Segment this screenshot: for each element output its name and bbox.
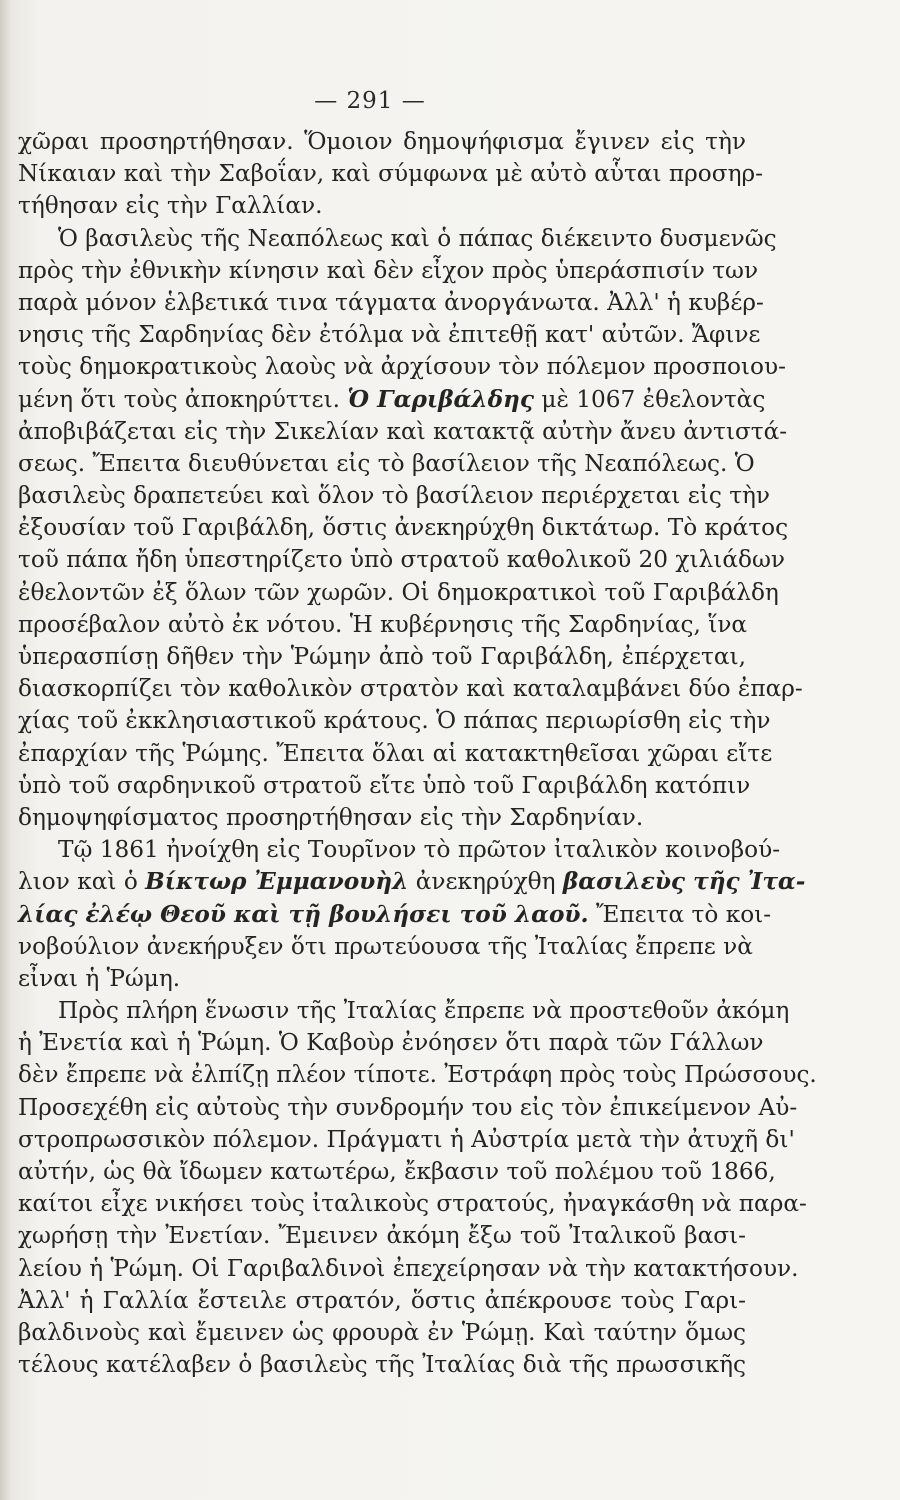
emphasis-text: λίας ἐλέῳ Θεοῦ καὶ τῇ βουλήσει τοῦ λαοῦ.: [18, 900, 589, 928]
text-line: ἐπαρχίαν τῆς Ῥώμης. Ἔπειτα ὅλαι αἱ κατακτηθεῖσαι χῶραι εἴτε: [18, 739, 773, 767]
emphasis-text: Βίκτωρ Ἐμμανουὴλ: [145, 868, 409, 896]
text-line: παρὰ μόνον ἑλβετικά τινα τάγματα ἀνοργάνωτα. Ἀλλ' ἡ κυβέρ-: [18, 288, 764, 316]
emphasis-text: βασιλεὺς τῆς Ἰτα-: [562, 868, 806, 896]
text-line: Τῷ 1861 ἠνοίχθη εἰς Τουρῖνον τὸ πρῶτον ἰταλικὸν κοινοβού-: [58, 836, 781, 864]
text-line: διασκορπίζει τὸν καθολικὸν στρατὸν καὶ καταλαμβάνει δύο ἐπαρ-: [18, 675, 803, 703]
text-line: δὲν ἔπρεπε νὰ ἐλπίζῃ πλέον τίποτε. Ἐστράφη πρὸς τοὺς Πρώσσους.: [18, 1061, 817, 1089]
book-spine-shadow: [0, 0, 12, 1500]
text-line: ἀποβιβάζεται εἰς τὴν Σικελίαν καὶ κατακτᾷ αὐτὴν ἄνευ ἀντιστά-: [18, 417, 788, 445]
text-line: ἐθελοντῶν ἐξ ὅλων τῶν χωρῶν. Οἱ δημοκρατικοὶ τοῦ Γαριβάλδη: [18, 578, 779, 606]
text-line: λιον καὶ ὁ Βίκτωρ Ἐμμανουὴλ ἀνεκηρύχθη βασιλεὺς τῆς Ἰτα-: [18, 868, 806, 896]
emphasis-text: Ὁ Γαριβάλδης: [347, 385, 535, 413]
text-line: Ὁ βασιλεὺς τῆς Νεαπόλεως καὶ ὁ πάπας διέκειντο δυσμενῶς: [58, 224, 777, 252]
text-line: χίας τοῦ ἐκκλησιαστικοῦ κράτους. Ὁ πάπας περιωρίσθη εἰς τὴν: [18, 707, 771, 735]
text-line: Νίκαιαν καὶ τὴν Σαβοΐαν, καὶ σύμφωνα μὲ αὐτὸ αὗται προσηρ-: [18, 160, 763, 188]
text-line: καίτοι εἶχε νικήσει τοὺς ἰταλικοὺς στρατούς, ἠναγκάσθη νὰ παρα-: [18, 1190, 807, 1218]
text-line: τήθησαν εἰς τὴν Γαλλίαν.: [18, 192, 323, 220]
text-line: βασιλεὺς δραπετεύει καὶ ὅλον τὸ βασίλειον περιέρχεται εἰς τὴν: [18, 482, 771, 510]
text-line: αὐτήν, ὡς θὰ ἴδωμεν κατωτέρω, ἔκβασιν τοῦ πολέμου τοῦ 1866,: [18, 1158, 776, 1185]
text-line: εἶναι ἡ Ῥώμη.: [18, 964, 181, 992]
text-line: ἐξουσίαν τοῦ Γαριβάλδη, ὅστις ἀνεκηρύχθη δικτάτωρ. Τὸ κράτος: [18, 514, 789, 542]
text-line: τοῦ πάπα ἤδη ὑπεστηρίζετο ὑπὸ στρατοῦ καθολικοῦ 20 χιλιάδων: [18, 546, 785, 574]
text-line: χῶραι προσηρτήθησαν. Ὅμοιον δημοψήφισμα ἔγινεν εἰς τὴν: [18, 128, 746, 155]
text-line: λίας ἐλέῳ Θεοῦ καὶ τῇ βουλήσει τοῦ λαοῦ. Ἔπειτα τὸ κοι-: [18, 900, 772, 928]
text-line: στροπρωσσικὸν πόλεμον. Πράγματι ἡ Αὐστρία μετὰ τὴν ἀτυχῆ δι': [18, 1125, 795, 1153]
text-line: Ἀλλ' ἡ Γαλλία ἔστειλε στρατόν, ὅστις ἀπέκρουσε τοὺς Γαρι-: [18, 1286, 746, 1314]
text-line: τέλους κατέλαβεν ὁ βασιλεὺς τῆς Ἰταλίας διὰ τῆς πρωσσικῆς: [18, 1351, 746, 1379]
text-line: πρὸς τὴν ἐθνικὴν κίνησιν καὶ δὲν εἶχον πρὸς ὑπεράσπισίν των: [18, 256, 759, 284]
text-line: προσέβαλον αὐτὸ ἐκ νότου. Ἡ κυβέρνησις τῆς Σαρδηνίας, ἵνα: [18, 610, 748, 638]
text-line: ἡ Ἐνετία καὶ ἡ Ῥώμη. Ὁ Καβοὺρ ἐνόησεν ὅτι παρὰ τῶν Γάλλων: [18, 1029, 764, 1057]
text-line: ὑπὸ τοῦ σαρδηνικοῦ στρατοῦ εἴτε ὑπὸ τοῦ Γαριβάλδη κατόπιν: [18, 771, 751, 799]
text-line: χωρήσῃ τὴν Ἐνετίαν. Ἔμεινεν ἀκόμη ἔξω τοῦ Ἰταλικοῦ βασι-: [18, 1222, 746, 1250]
text-line: δημοψηφίσματος προσηρτήθησαν εἰς τὴν Σαρδηνίαν.: [18, 803, 644, 831]
text-line: Προσεχέθη εἰς αὐτοὺς τὴν συνδρομήν του εἰς τὸν ἐπικείμενον Αὐ-: [18, 1093, 798, 1121]
text-line: ὑπερασπίσῃ δῆθεν τὴν Ῥώμην ἀπὸ τοῦ Γαριβάλδη, ἐπέρχεται,: [18, 643, 746, 670]
text-line: μένη ὅτι τοὺς ἀποκηρύττει. Ὁ Γαριβάλδης μὲ 1067 ἐθελοντὰς: [18, 385, 766, 413]
text-line: νοβούλιον ἀνεκήρυξεν ὅτι πρωτεύουσα τῆς Ἰταλίας ἔπρεπε νὰ: [18, 932, 753, 960]
text-line: βαλδινοὺς καὶ ἔμεινεν ὡς φρουρὰ ἐν Ῥώμῃ. Καὶ ταύτην ὅμως: [18, 1318, 746, 1346]
body-text: [18, 126, 817, 1486]
text-line: νησις τῆς Σαρδηνίας δὲν ἐτόλμα νὰ ἐπιτεθῇ κατ' αὐτῶν. Ἄφινε: [18, 321, 761, 349]
page-number: — 291 —: [314, 88, 426, 114]
text-line: Πρὸς πλήρη ἕνωσιν τῆς Ἰταλίας ἔπρεπε νὰ προστεθοῦν ἀκόμη: [58, 997, 790, 1025]
text-line: τοὺς δημοκρατικοὺς λαοὺς νὰ ἀρχίσουν τὸν πόλεμον προσποιου-: [18, 353, 786, 381]
text-line: σεως. Ἔπειτα διευθύνεται εἰς τὸ βασίλειον τῆς Νεαπόλεως. Ὁ: [18, 449, 755, 477]
text-line: λείου ἡ Ῥώμη. Οἱ Γαριβαλδινοὶ ἐπεχείρησαν νὰ τὴν κατακτήσουν.: [18, 1254, 799, 1282]
